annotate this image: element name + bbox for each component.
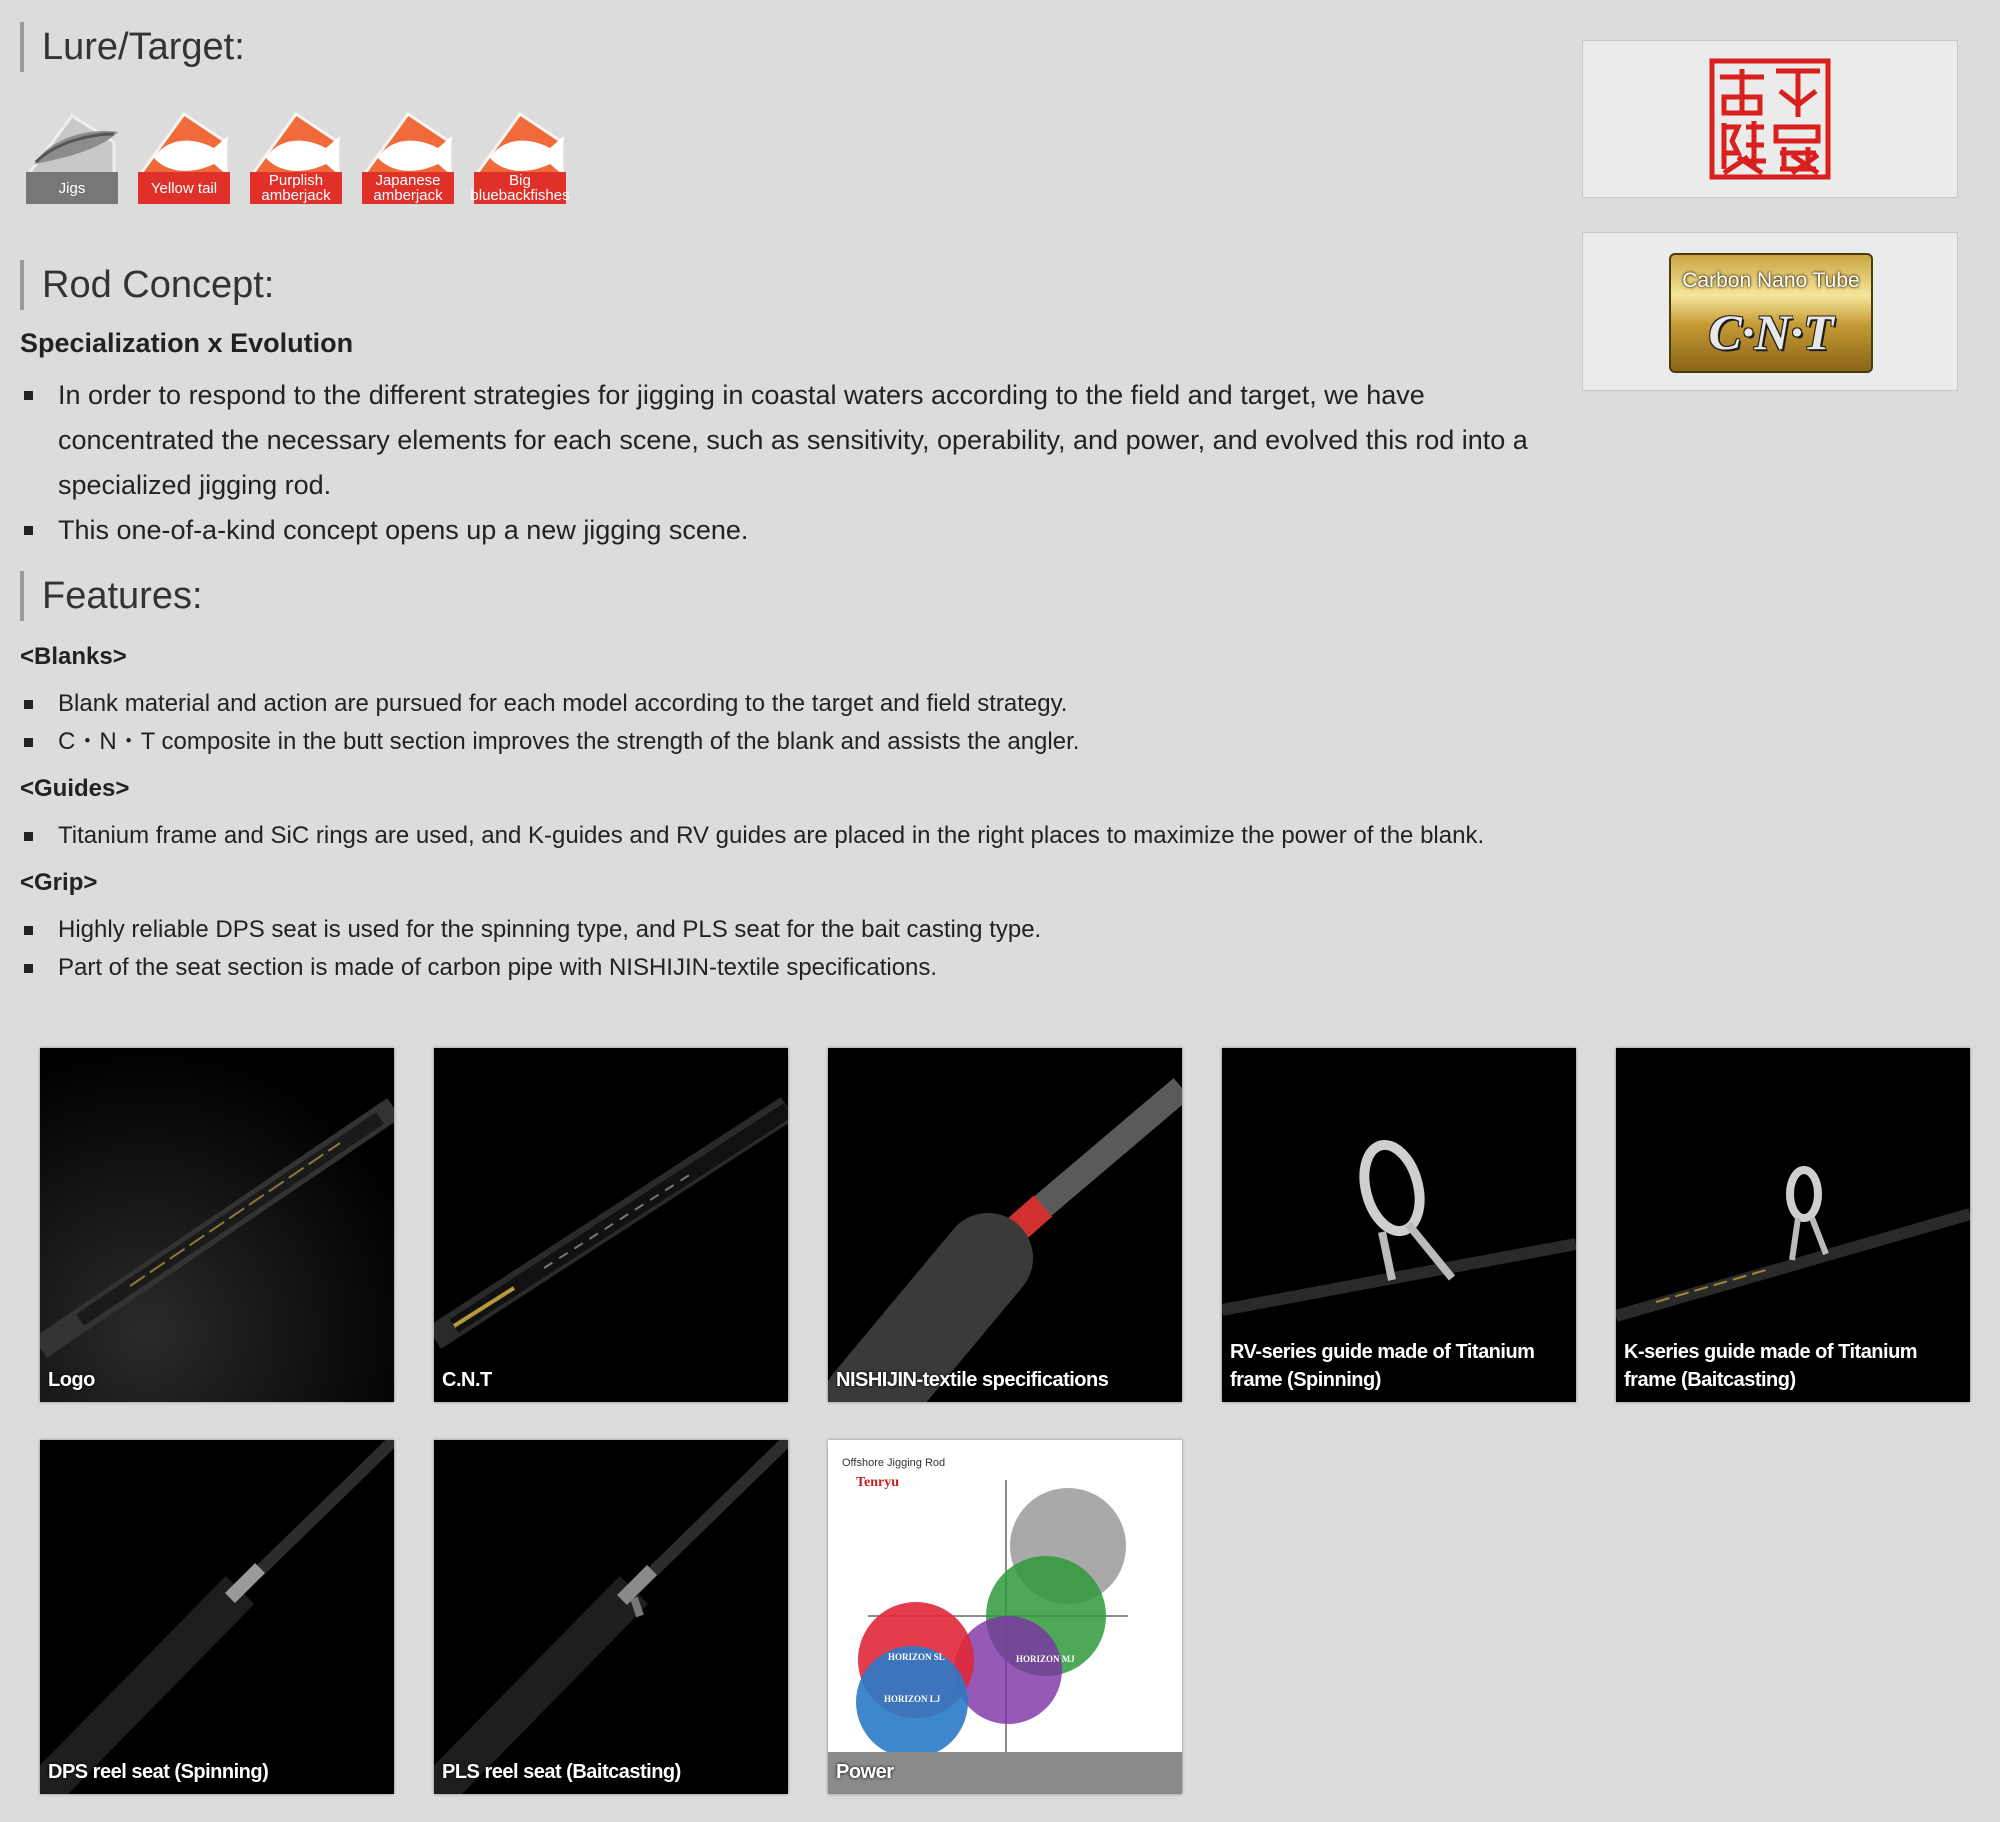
- gallery-item-nishijin[interactable]: [828, 1048, 1182, 1402]
- gallery-item-dps-seat[interactable]: [40, 1440, 394, 1794]
- gallery-item-k-guide[interactable]: [1616, 1048, 1970, 1402]
- rod-photo: [828, 1048, 1182, 1402]
- power-chart-circle-label: HORIZON MJ: [1016, 1654, 1075, 1664]
- nishijin-badge-panel: [1582, 40, 1958, 198]
- list-item: Blank material and action are pursued for each model according to the target and field strategy.: [20, 685, 1560, 723]
- gallery-caption: K-series guide made of Titanium frame (Baitcasting): [1624, 1341, 1918, 1391]
- gallery-caption: NISHIJIN-textile specifications: [836, 1369, 1109, 1391]
- power-chart-circle-label: HORIZON LJ: [884, 1694, 941, 1704]
- rod-photo: [40, 1440, 394, 1794]
- nishijin-seal-icon: [1708, 57, 1832, 181]
- gallery-caption: RV-series guide made of Titanium frame (Spinning): [1230, 1341, 1535, 1391]
- cnt-badge-panel: [1582, 232, 1958, 391]
- blanks-list: [20, 685, 1560, 761]
- lure-item-purplish-amberjack: [246, 102, 346, 204]
- rod-photo: [40, 1048, 394, 1402]
- lure-item-japanese-amberjack: [358, 102, 458, 204]
- rod-concept-list: [20, 373, 1560, 553]
- cnt-logo-title: C·N·T: [1708, 304, 1834, 360]
- guides-heading: <Guides>: [20, 775, 130, 802]
- lure-label: Jigs: [58, 179, 86, 197]
- gallery-item-pls-seat[interactable]: [434, 1440, 788, 1794]
- power-chart-brand: Tenryu: [856, 1475, 900, 1490]
- gallery-caption: C.N.T: [442, 1369, 492, 1391]
- gallery-item-rv-guide[interactable]: [1222, 1048, 1576, 1402]
- gallery-caption: DPS reel seat (Spinning): [48, 1761, 269, 1783]
- lure-label: Yellow tail: [150, 179, 218, 197]
- cnt-logo: [1669, 253, 1873, 373]
- lure-target-title: Lure/Target:: [20, 22, 1560, 72]
- blanks-heading: <Blanks>: [20, 643, 127, 670]
- list-item: In order to respond to the different strategies for jigging in coastal waters according to the field and target, we have concentrated the necessary elements for each scene, such as sensitivity, operability, and power, and evolved this rod into a specialized jigging rod.: [20, 373, 1560, 508]
- list-item: C・N・T composite in the butt section improves the strength of the blank and assists the angler.: [20, 723, 1560, 761]
- cnt-logo-subtitle: Carbon Nano Tube: [1682, 269, 1860, 292]
- gallery-item-logo[interactable]: [40, 1048, 394, 1402]
- features-title: Features:: [20, 571, 1560, 621]
- gallery-caption: Logo: [48, 1369, 95, 1391]
- power-chart-circle-label: HORIZON SL: [888, 1652, 945, 1662]
- gallery-item-power[interactable]: [828, 1440, 1182, 1794]
- rod-photo: [434, 1440, 788, 1794]
- grip-list: [20, 911, 1560, 987]
- guides-list: [20, 817, 1560, 855]
- lure-item-yellowtail: [134, 102, 234, 204]
- gallery-item-cnt[interactable]: [434, 1048, 788, 1402]
- list-item: Part of the seat section is made of carbon pipe with NISHIJIN-textile specifications.: [20, 949, 1560, 987]
- lure-target-icons: [22, 102, 1560, 204]
- gallery-caption: PLS reel seat (Baitcasting): [442, 1761, 681, 1783]
- rod-photo: [434, 1048, 788, 1402]
- grip-heading: <Grip>: [20, 869, 98, 896]
- lure-label: Purplish amberjack: [261, 172, 331, 204]
- lure-label: Big bluebackfishes: [470, 172, 570, 204]
- list-item: Highly reliable DPS seat is used for the spinning type, and PLS seat for the bait casting type.: [20, 911, 1560, 949]
- lure-item-big-bluebackfishes: [470, 102, 570, 204]
- lure-label: Japanese amberjack: [373, 172, 443, 204]
- rod-concept-title: Rod Concept:: [20, 260, 1560, 310]
- power-chart-image: [828, 1440, 1182, 1794]
- power-chart-header: Offshore Jigging Rod: [842, 1457, 946, 1469]
- list-item: This one-of-a-kind concept opens up a new jigging scene.: [20, 508, 1560, 553]
- list-item: Titanium frame and SiC rings are used, and K-guides and RV guides are placed in the right places to maximize the power of the blank.: [20, 817, 1560, 855]
- gallery-caption: Power: [836, 1761, 894, 1783]
- rod-concept-subtitle: Specialization x Evolution: [20, 328, 354, 358]
- main-content: [20, 22, 1560, 987]
- lure-item-jigs: [22, 102, 122, 204]
